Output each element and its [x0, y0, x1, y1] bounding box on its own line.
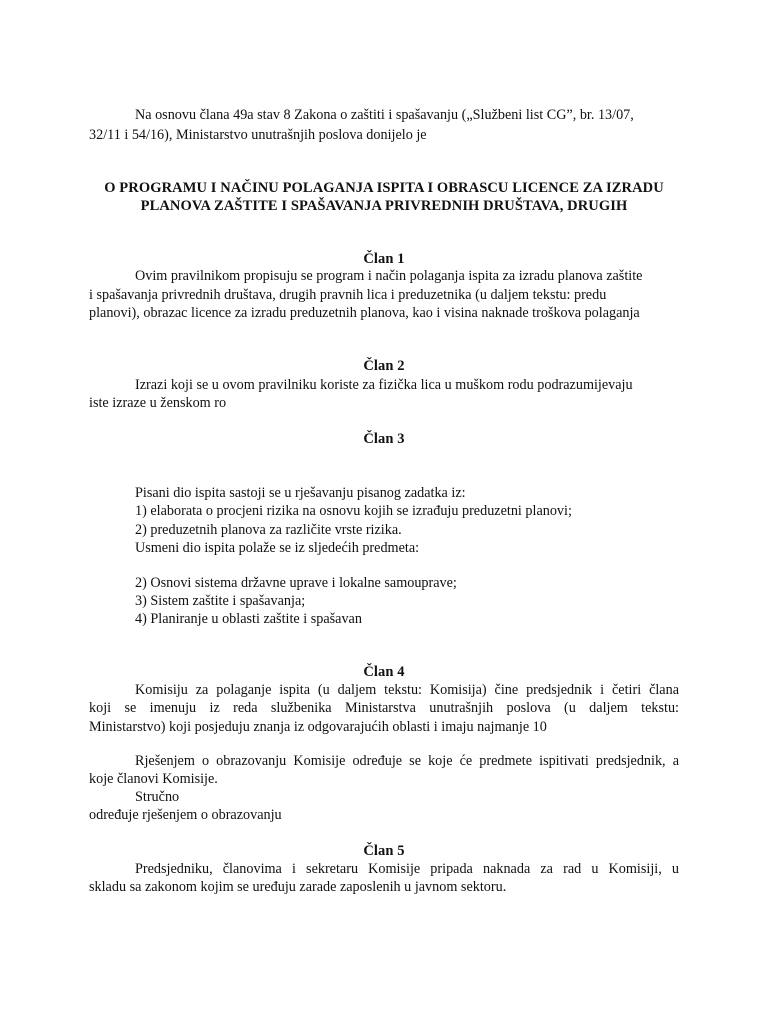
article-5-line-1: Predsjedniku, članovima i sekretaru Komisije pripada naknada za rad u Komisiji, u: [135, 861, 679, 877]
article-5-heading: Član 5: [363, 843, 405, 859]
article-2-heading: Član 2: [363, 358, 405, 374]
article-4-line-1: Komisiju za polaganje ispita (u daljem tekstu: Komisija) čine predsjednik i četiri člana: [135, 682, 679, 698]
article-3-line-1: Pisani dio ispita sastoji se u rješavanju pisanog zadatka iz:: [135, 485, 466, 501]
article-4-line-4: Rješenjem o obrazovanju Komisije određuje se koje će predmete ispitivati predsjednik, a: [135, 753, 679, 769]
article-3-line-2: 1) elaborata o procjeni rizika na osnovu kojih se izrađuju preduzetni planovi;: [135, 503, 572, 519]
article-3-heading: Član 3: [363, 431, 405, 447]
intro-line-2: 32/11 i 54/16), Ministarstvo unutrašnjih poslova donijelo je: [89, 127, 427, 143]
document-title-line-2: PLANOVA ZAŠTITE I SPAŠAVANJA PRIVREDNIH DRUŠTAVA, DRUGIH: [140, 198, 628, 214]
article-5-line-2: skladu sa zakonom kojim se uređuju zarade zaposlenih u javnom sektoru.: [89, 879, 507, 895]
article-4-line-3: Ministarstvo) koji posjeduju znanja iz odgovarajućih oblasti i imaju najmanje 10: [89, 719, 547, 735]
article-4-line-7: određuje rješenjem o obrazovanju: [89, 807, 282, 823]
article-3-line-4: Usmeni dio ispita polaže se iz sljedećih predmeta:: [135, 540, 420, 556]
article-1-line-2: i spašavanja privrednih društava, drugih pravnih lica i preduzetnika (u daljem tekstu: predu: [89, 287, 607, 303]
article-4-line-5: koje članovi Komisije.: [89, 771, 218, 787]
article-1-line-1: Ovim pravilnikom propisuju se program i način polaganja ispita za izradu planova zaštite: [135, 268, 643, 284]
article-2-line-1: Izrazi koji se u ovom pravilniku koriste za fizička lica u muškom rodu podrazumijevaju: [135, 377, 633, 393]
article-3-line-3: 2) preduzetnih planova za različite vrste rizika.: [135, 522, 402, 538]
article-2-line-2: iste izraze u ženskom ro: [89, 395, 227, 411]
article-4-line-6: Stručno: [135, 789, 180, 805]
article-3-line-7: 4) Planiranje u oblasti zaštite i spašavan: [135, 611, 362, 627]
article-1-line-3: planovi), obrazac licence za izradu preduzetnih planova, kao i visina naknade troškova polaganja: [89, 305, 640, 321]
intro-line-1: Na osnovu člana 49a stav 8 Zakona o zaštiti i spašavanju („Službeni list CG”, br. 13/07,: [135, 107, 634, 123]
document-title-line-1: O PROGRAMU I NAČINU POLAGANJA ISPITA I OBRASCU LICENCE ZA IZRADU: [104, 180, 664, 196]
article-1-heading: Član 1: [363, 251, 405, 267]
article-3-line-6: 3) Sistem zaštite i spašavanja;: [135, 593, 306, 609]
article-4-line-2: koji se imenuju iz reda službenika Ministarstva unutrašnjih poslova (u daljem tekstu:: [89, 700, 679, 716]
article-4-heading: Član 4: [363, 664, 405, 680]
article-3-line-5: 2) Osnovi sistema državne uprave i lokalne samouprave;: [135, 575, 457, 591]
